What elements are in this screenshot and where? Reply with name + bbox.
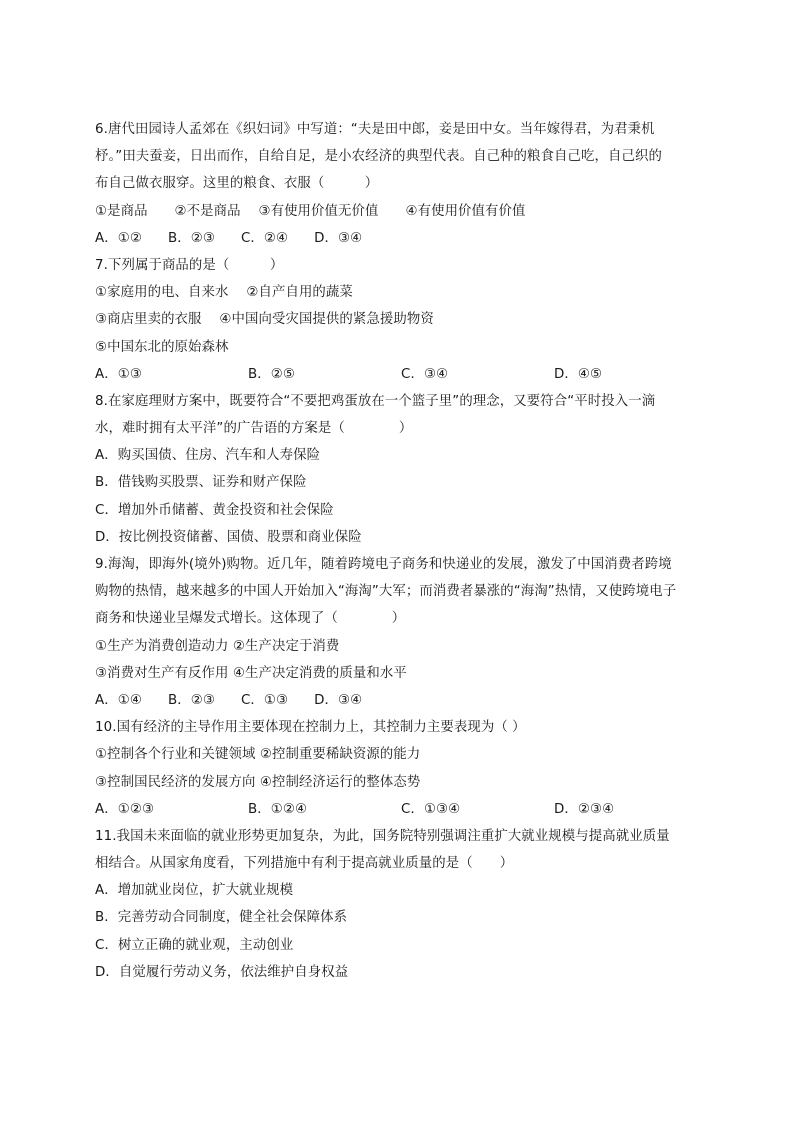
option-d: D．③④ <box>314 692 363 708</box>
question-stem-line: 7.下列属于商品的是（ ） <box>95 257 284 273</box>
statement-line: ⑤中国东北的原始森林 <box>95 339 229 355</box>
option-a: A．增加就业岗位，扩大就业规模 <box>95 883 294 899</box>
option-a: A．①② <box>95 230 142 246</box>
question-stem-line: 水，难时拥有太平洋”的广告语的方案是（ ） <box>95 421 413 437</box>
option-c: C．③④ <box>401 366 449 382</box>
answer-options <box>95 687 707 714</box>
answer-options <box>95 225 707 252</box>
option-b: B．②③ <box>167 692 215 708</box>
question-10 <box>95 714 707 823</box>
option-c: C．树立正确的就业观，主动创业 <box>95 937 294 953</box>
answer-options <box>95 361 707 388</box>
option-c: C．增加外币储蓄、黄金投资和社会保险 <box>95 502 334 518</box>
statement-line: ①控制各个行业和关键领域 ②控制重要稀缺资源的能力 <box>95 747 421 763</box>
option-d: D．自觉履行劳动义务，依法维护自身权益 <box>95 964 349 980</box>
answer-options <box>95 796 707 823</box>
option-c: C．②④ <box>240 230 289 246</box>
question-11 <box>95 823 707 986</box>
question-6 <box>95 116 707 252</box>
option-b: B．②⑤ <box>248 366 295 382</box>
statement-line: ③商店里卖的衣服 ④中国向受灾国提供的紧急援助物资 <box>95 312 434 328</box>
option-b: B．②③ <box>167 230 215 246</box>
option-b: B．①②④ <box>248 801 308 817</box>
question-stem-line: 商务和快递业呈爆发式增长。这体现了（ ） <box>95 611 406 627</box>
statement-line: ③消费对生产有反作用 ④生产决定消费的质量和水平 <box>95 665 407 681</box>
option-c: C．①③ <box>240 692 289 708</box>
question-9 <box>95 551 707 714</box>
option-d: D．②③④ <box>554 801 615 817</box>
statement-line: ③控制国民经济的发展方向 ④控制经济运行的整体态势 <box>95 774 421 790</box>
option-a: A．①③ <box>95 366 142 382</box>
option-c: C．①③④ <box>401 801 461 817</box>
option-a: A．①②③ <box>95 801 155 817</box>
option-d: D．④⑤ <box>554 366 603 382</box>
question-list <box>95 116 707 986</box>
statement-line: ①生产为消费创造动力 ②生产决定于消费 <box>95 638 340 654</box>
statement-line: ①家庭用的电、自来水 ②自产自用的蔬菜 <box>95 285 353 301</box>
option-b: B．借钱购买股票、证券和财产保险 <box>95 475 307 491</box>
question-stem-line: 6.唐代田园诗人孟郊在《织妇词》中写道：“夫是田中郎，妾是田中女。当年嫁得君，为君秉机 <box>95 122 655 137</box>
option-b: B．完善劳动合同制度，健全社会保障体系 <box>95 910 348 926</box>
question-stem-line: 布自己做衣服穿。这里的粮食、衣服（ ） <box>95 176 379 192</box>
question-stem-line: 相结合。从国家角度看，下列措施中有利于提高就业质量的是（ ） <box>95 856 514 872</box>
question-7 <box>95 252 707 388</box>
statement-line: ①是商品 ②不是商品 ③有使用价值无价值 ④有使用价值有价值 <box>95 203 526 219</box>
question-8 <box>95 388 707 551</box>
question-stem-line: 8.在家庭理财方案中，既要符合“不要把鸡蛋放在一个篮子里”的理念，又要符合“平时投入一滴 <box>95 393 656 409</box>
option-a: A．购买国债、住房、汽车和人寿保险 <box>95 448 321 464</box>
question-stem-line: 10.国有经济的主导作用主要体现在控制力上，其控制力主要表现为（ ） <box>95 720 526 736</box>
question-stem-line: 11.我国未来面临的就业形势更加复杂，为此，国务院特别强调注重扩大就业规模与提高就业质量 <box>95 828 670 844</box>
option-a: A．①④ <box>95 692 142 708</box>
question-stem-line: 杼。”田夫蚕妾，日出而作，自给自足，是小农经济的典型代表。自己种的粮食自己吃，自己织的 <box>95 149 662 165</box>
question-stem-line: 9.海淘，即海外(境外)购物。近几年，随着跨境电子商务和快递业的发展，激发了中国消费者跨境 <box>95 557 672 572</box>
option-d: D．按比例投资储蓄、国债、股票和商业保险 <box>95 529 362 545</box>
option-d: D．③④ <box>314 230 363 246</box>
question-stem-line: 购物的热情，越来越多的中国人开始加入“海淘”大军；而消费者暴涨的“海淘”热情，又使跨境电子 <box>95 584 677 600</box>
